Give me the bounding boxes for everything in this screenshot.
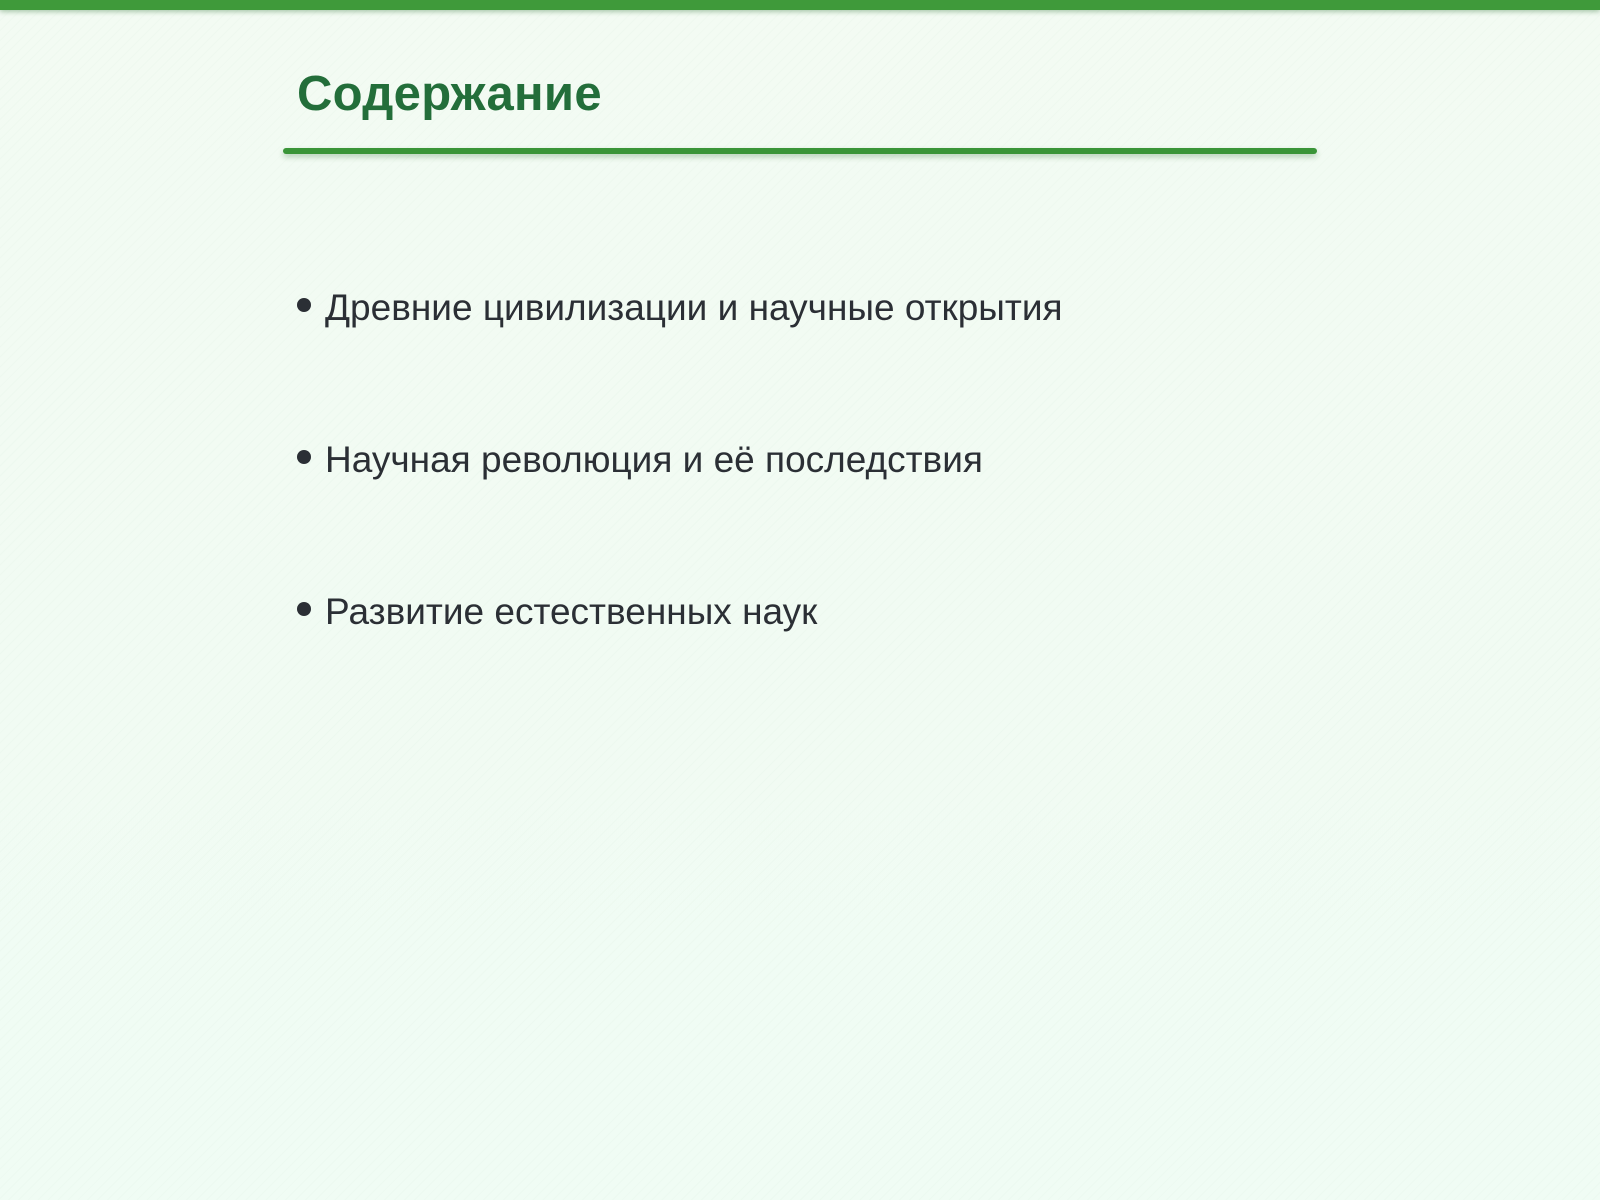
bullet-icon (297, 298, 311, 312)
list-item (297, 584, 1063, 736)
list-item (297, 280, 1063, 432)
list-item-label: Научная революция и её последствия (325, 439, 983, 481)
list-item-label: Развитие естественных наук (325, 591, 818, 633)
top-accent-bar (0, 0, 1600, 10)
bullet-icon (297, 602, 311, 616)
slide-title: Содержание (297, 67, 602, 121)
title-underline (283, 148, 1317, 154)
contents-list (297, 280, 1063, 736)
bullet-icon (297, 450, 311, 464)
list-item-label: Древние цивилизации и научные открытия (325, 287, 1063, 329)
list-item (297, 432, 1063, 584)
